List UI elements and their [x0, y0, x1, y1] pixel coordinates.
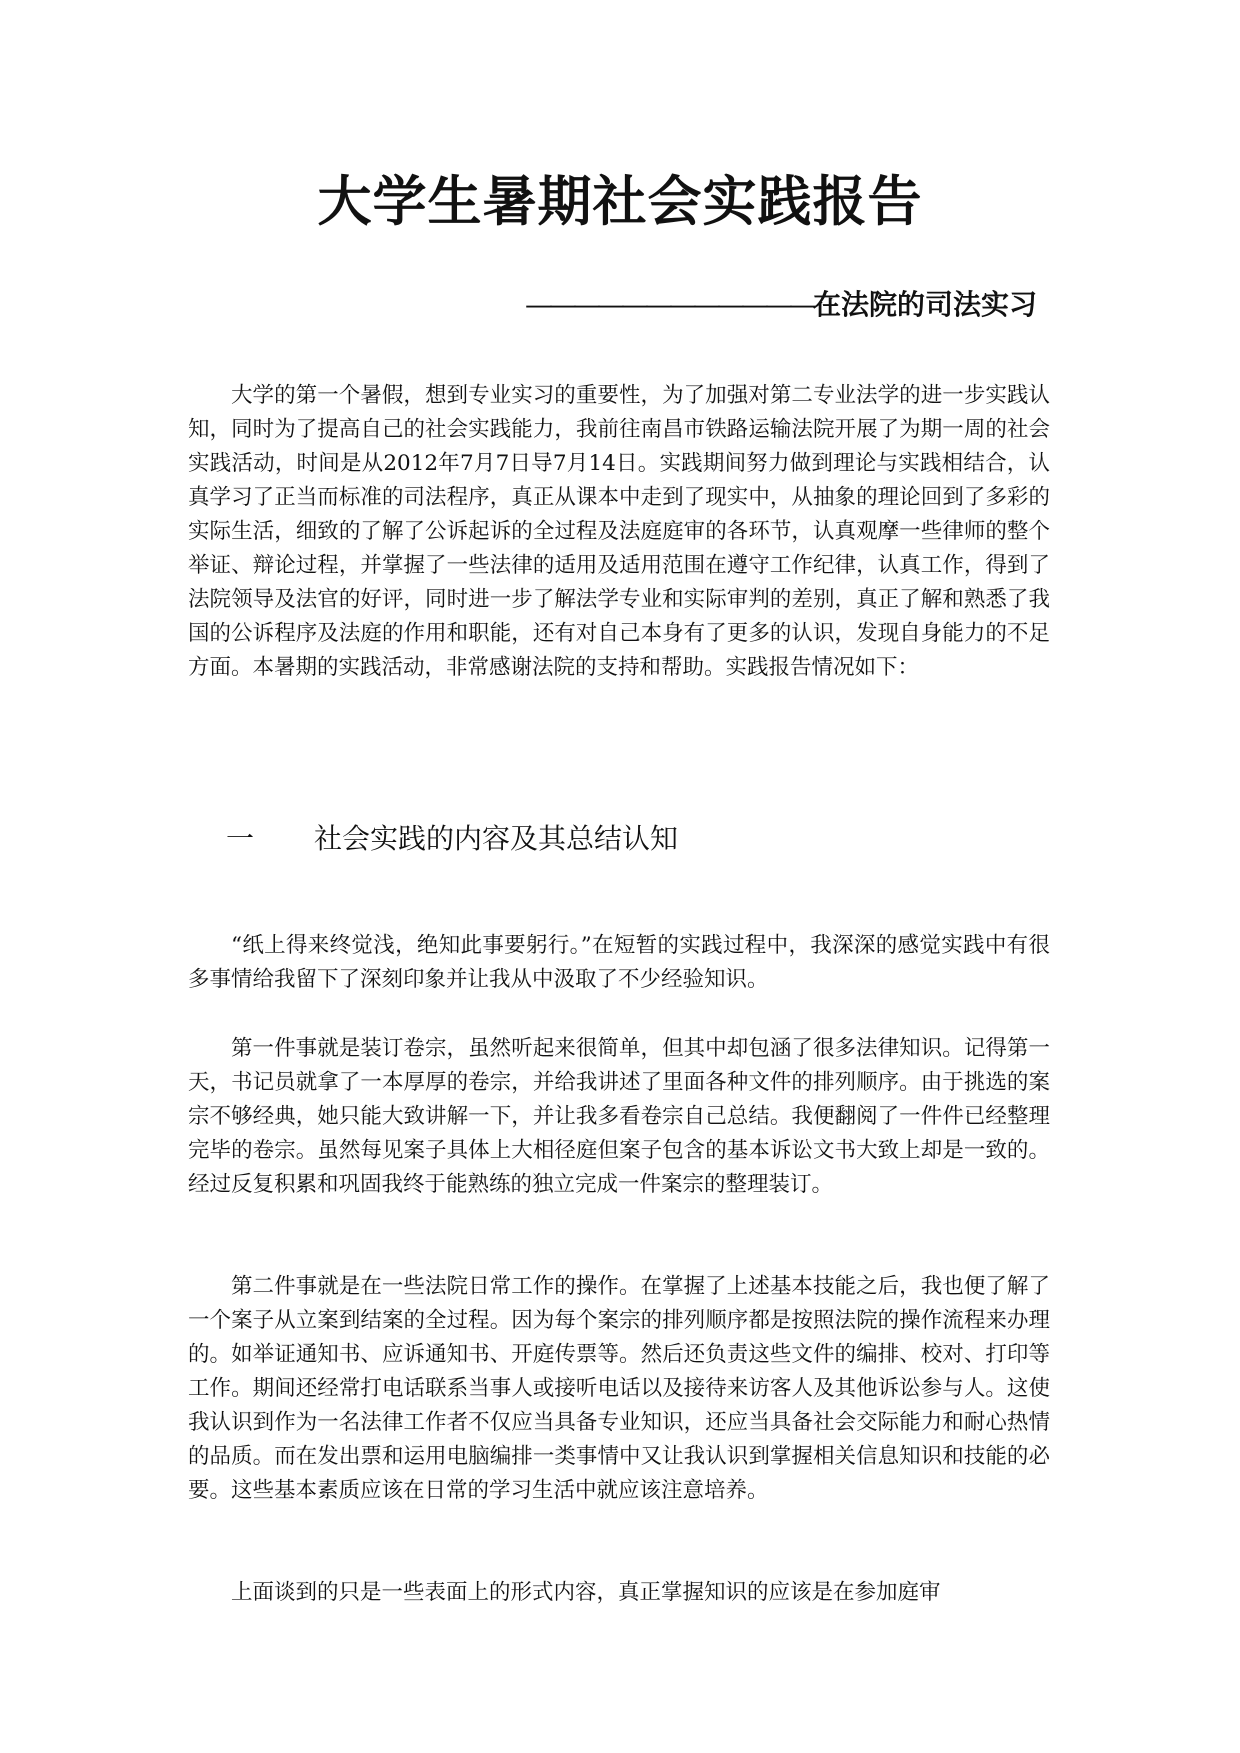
second-task-paragraph: 第二件事就是在一些法院日常工作的操作。在掌握了上述基本技能之后，我也便了解了一个案子从立案到结案的全过程。因为每个案宗的排列顺序都是按照法院的操作流程来办理的。如举证通知书、应诉通知书、开庭传票等。然后还负责这些文件的编排、校对、打印等工作。期间还经常打电话联系当事人或接听电话以及接待来访客人及其他诉讼参与人。这使我认识到作为一名法律工作者不仅应当具备专业知识，还应当具备社会交际能力和耐心热情的品质。而在发出票和运用电脑编排一类事情中又让我认识到掌握相关信息知识和技能的必要。这些基本素质应该在日常的学习生活中就应该注意培养。: [188, 1274, 1050, 1503]
subtitle-text: 在法院的司法实习: [813, 288, 1038, 321]
document-subtitle: [525, 285, 1045, 325]
document-title: 大学生暑期社会实践报告: [317, 169, 923, 233]
closing-paragraph: 上面谈到的只是一些表面上的形式内容，真正掌握知识的应该是在参加庭审: [231, 1580, 941, 1605]
first-task-paragraph: 第一件事就是装订卷宗，虽然听起来很简单，但其中却包涵了很多法律知识。记得第一天，书记员就拿了一本厚厚的卷宗，并给我讲述了里面各种文件的排列顺序。由于挑选的案宗不够经典，她只能大致讲解一下，并让我多看卷宗自己总结。我便翻阅了一件件已经整理完毕的卷宗。虽然每见案子具体上大相径庭但案子包含的基本诉讼文书大致上却是一致的。经过反复积累和巩固我终于能熟练的独立完成一件案宗的整理装订。: [188, 1036, 1050, 1197]
intro-paragraph: 大学的第一个暑假，想到专业实习的重要性，为了加强对第二专业法学的进一步实践认知，同时为了提高自己的社会实践能力，我前往南昌市铁路运输法院开展了为期一周的社会实践活动，时间是从2012年7月7日导7月14日。实践期间努力做到理论与实践相结合，认真学习了正当而标准的司法程序，真正从课本中走到了现实中，从抽象的理论回到了多彩的实际生活，细致的了解了公诉起诉的全过程及法庭庭审的各环节，认真观摩一些律师的整个举证、辩论过程，并掌握了一些法律的适用及适用范围在遵守工作纪律，认真工作，得到了法院领导及法官的好评，同时进一步了解法学专业和实际审判的差别，真正了解和熟悉了我国的公诉程序及法庭的作用和职能，还有对自己本身有了更多的认识，发现自身能力的不足方面。本暑期的实践活动，非常感谢法院的支持和帮助。实践报告情况如下：: [188, 383, 1050, 680]
section-number: 一: [226, 822, 255, 855]
section-heading: [226, 820, 678, 858]
quote-paragraph: “纸上得来终觉浅，绝知此事要躬行。”在短暂的实践过程中，我深深的感觉实践中有很多事情给我留下了深刻印象并让我从中汲取了不少经验知识。: [188, 933, 1050, 992]
section-title: 社会实践的内容及其总结认知: [314, 822, 679, 855]
subtitle-dash-line: ————————————: [525, 288, 813, 321]
